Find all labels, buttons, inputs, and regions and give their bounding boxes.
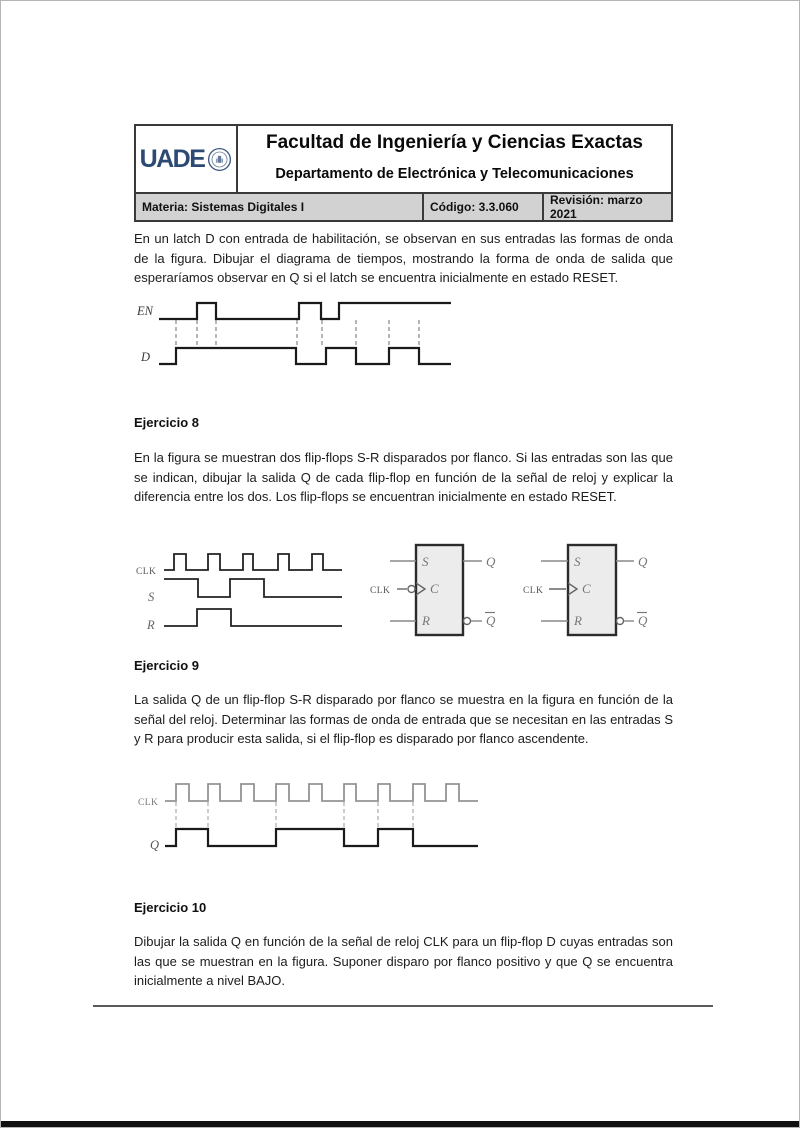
q-output-label: Q: [486, 554, 496, 569]
clock-inversion-bubble-icon: [408, 586, 415, 593]
exercise-8-paragraph: En la figura se muestran dos flip-flops S-R disparados por flanco. Si las entradas son las que se indican, dibujar la salida Q de cada flip-flop en función de la señal de reloj y explicar la diferencia entre los dos. Los flip-flops se encuentran inicialmente en estado RESET.: [134, 450, 673, 504]
clk-label: CLK: [523, 586, 544, 596]
flipflop-negative-edge: [370, 545, 496, 635]
qbar-output-label: Q: [638, 613, 648, 628]
latch-d-timing-figure: [134, 295, 464, 387]
output-inversion-bubble-icon: [617, 618, 624, 625]
flipflop-positive-edge: [523, 545, 648, 635]
sr-output-timing-figure: [134, 779, 484, 867]
header-top-row: [136, 126, 671, 192]
faculty-title: Facultad de Ingeniería y Ciencias Exactas: [266, 132, 643, 153]
exercise-8-heading: Ejercicio 8: [134, 415, 200, 430]
sr-flipflop-figure: [134, 541, 674, 646]
waveform-label-CLK: CLK: [138, 798, 159, 808]
waveform-label-R: R: [147, 618, 155, 632]
waveform-label-D: D: [141, 350, 151, 364]
s-input-label: S: [574, 554, 581, 569]
exercise-10-paragraph: Dibujar la salida Q en función de la señal de reloj CLK para un flip-flop D cuyas entradas son las que se muestran en la figura. Suponer disparo por flanco positivo y que Q se encuentra inicialmente a nivel BAJO.: [134, 934, 673, 988]
bottom-border-bar: [1, 1121, 799, 1127]
r-input-label: R: [574, 613, 582, 628]
clk-label: CLK: [370, 586, 391, 596]
footer-rule: [93, 1005, 713, 1007]
r-input-label: R: [422, 613, 430, 628]
uade-logo-text: UADE: [139, 144, 205, 173]
intro-paragraph: En un latch D con entrada de habilitación, se observan en sus entradas las formas de onda de la figura. Dibujar el diagrama de tiempos, mostrando la forma de onda de salida que esperaríamos observar en Q si el latch se encuentra inicialmente en estado RESET.: [134, 231, 673, 285]
waveform-label-S: S: [148, 590, 155, 604]
s-input-label: S: [422, 554, 429, 569]
uade-logo: [136, 126, 238, 192]
course-info-row: [136, 192, 671, 220]
header-title-cell: [238, 126, 671, 192]
uade-seal-icon: [207, 147, 232, 172]
document-header: [134, 124, 673, 222]
qbar-output-label: Q: [486, 613, 496, 628]
materia-cell: Materia: Sistemas Digitales I: [142, 200, 305, 214]
c-input-label: C: [582, 581, 591, 596]
revision-cell: Revisión: marzo 2021: [542, 194, 671, 220]
output-inversion-bubble-icon: [464, 618, 471, 625]
codigo-cell: Código: 3.3.060: [422, 194, 542, 220]
waveform-label-EN: EN: [137, 304, 153, 318]
c-input-label: C: [430, 581, 439, 596]
exercise-9-paragraph: La salida Q de un flip-flop S-R disparado por flanco se muestra en la figura en función de la señal del reloj. Determinar las formas de onda de entrada que se necesitan en las entradas S y R para producir esta salida, si el flip-flop es disparado por flanco ascendente.: [134, 692, 673, 746]
exercise-9-heading: Ejercicio 9: [134, 658, 200, 673]
q-output-label: Q: [638, 554, 648, 569]
waveform-label-CLK: CLK: [136, 567, 157, 577]
department-subtitle: Departamento de Electrónica y Telecomunicaciones: [275, 166, 634, 182]
exercise-10-heading: Ejercicio 10: [134, 900, 207, 915]
waveform-label-Q: Q: [150, 838, 160, 852]
